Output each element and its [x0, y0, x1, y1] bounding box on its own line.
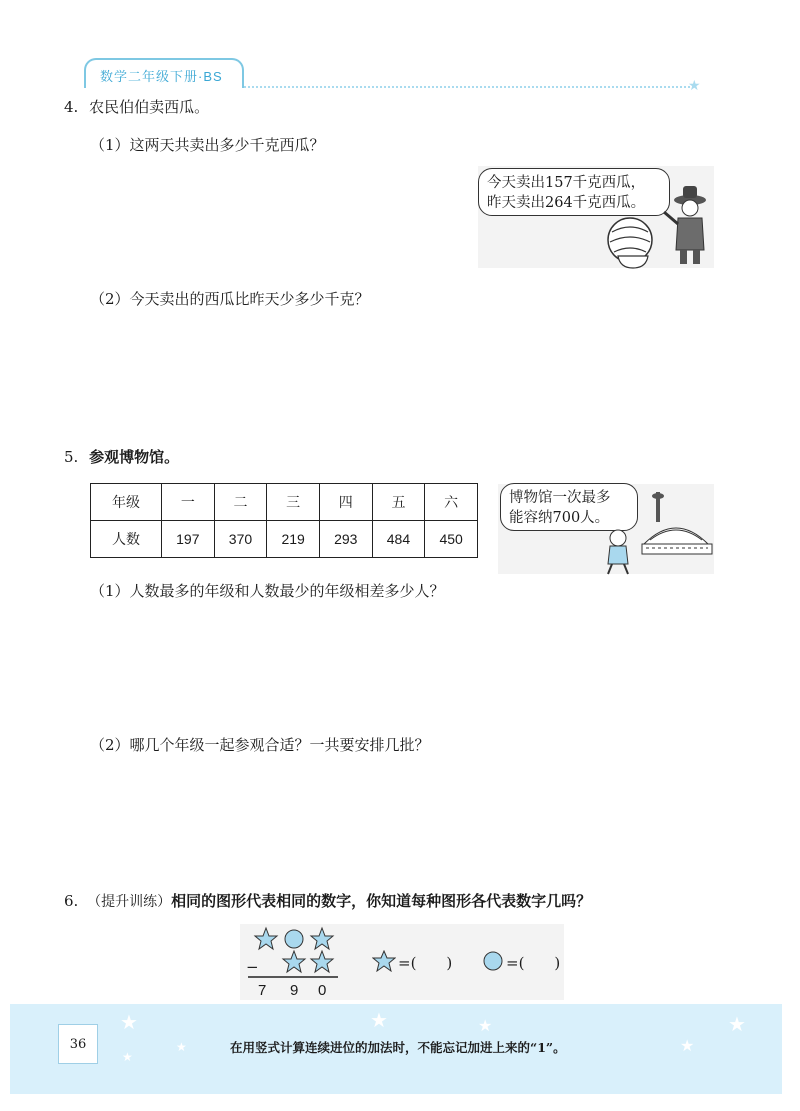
header-title: 数学二年级下册·BS	[100, 69, 223, 84]
decor-star-icon: ★	[478, 1016, 493, 1035]
header-star-icon: ★	[688, 78, 701, 94]
question-4-text: 农民伯伯卖西瓜。	[89, 98, 210, 116]
question-6-tag: （提升训练）	[87, 894, 172, 910]
circle-icon	[285, 930, 303, 948]
result-digit: 7	[258, 982, 267, 999]
museum-building-icon	[596, 488, 716, 576]
decor-star-icon: ★	[176, 1040, 187, 1054]
answer-star-icon	[372, 950, 396, 972]
decor-star-icon: ★	[728, 1012, 746, 1036]
table-cell: 450	[425, 521, 478, 558]
farmer-bubble-line-2: 昨天卖出264千克西瓜。	[487, 195, 646, 211]
table-cell: 六	[425, 484, 478, 521]
table-cell: 年级	[91, 484, 162, 521]
minus-sign: −	[246, 958, 259, 976]
footer-tip: 在用竖式计算连续进位的加法时，不能忘记加进上来的“1”。	[230, 1040, 566, 1055]
question-4-sub-2: （2）今天卖出的西瓜比昨天少多少千克？	[90, 290, 370, 308]
page-number: 36	[58, 1024, 98, 1064]
question-5-sub-2: （2）哪几个年级一起参观合适？一共要安排几批？	[90, 736, 430, 754]
table-cell: 484	[372, 521, 425, 558]
question-4-sub-1: （1）这两天共卖出多少千克西瓜？	[90, 136, 325, 154]
star-icon	[311, 951, 333, 972]
decor-star-icon: ★	[370, 1008, 388, 1032]
star-icon	[283, 951, 305, 972]
table-cell: 二	[214, 484, 267, 521]
question-6-title	[64, 890, 591, 911]
table-cell: 370	[214, 521, 267, 558]
question-6-number: 6.	[64, 892, 79, 910]
table-row	[91, 521, 478, 558]
table-cell: 人数	[91, 521, 162, 558]
answer-circle-icon	[482, 950, 504, 972]
decor-star-icon: ★	[680, 1036, 695, 1055]
star-icon	[311, 928, 333, 949]
question-5-title	[64, 446, 179, 467]
farmer-figure-icon	[600, 170, 720, 270]
museum-bubble-line-2: 能容纳700人。	[509, 510, 610, 526]
result-digit: 0	[318, 982, 327, 999]
header-dotted-line	[244, 86, 694, 88]
table-cell: 197	[162, 521, 215, 558]
table-cell: 三	[267, 484, 320, 521]
star-icon	[255, 928, 277, 949]
question-4-number: 4.	[64, 98, 79, 116]
table-cell: 219	[267, 521, 320, 558]
grade-table	[90, 483, 478, 558]
answer-circle-blank[interactable]: =( )	[506, 954, 561, 972]
answer-star-blank[interactable]: =( )	[398, 954, 453, 972]
decor-star-icon: ★	[120, 1010, 138, 1034]
decor-star-icon: ★	[122, 1050, 133, 1064]
question-5-sub-1: （1）人数最多的年级和人数最少的年级相差多少人？	[90, 582, 445, 600]
museum-bubble-line-1: 博物馆一次最多	[509, 490, 611, 506]
question-5-text: 参观博物馆。	[89, 448, 180, 466]
question-5-number: 5.	[64, 448, 79, 466]
table-cell: 四	[319, 484, 372, 521]
table-cell: 五	[372, 484, 425, 521]
table-cell: 293	[319, 521, 372, 558]
table-cell: 一	[162, 484, 215, 521]
question-6-text: 相同的图形代表相同的数字，你知道每种图形各代表数字几吗？	[171, 892, 592, 910]
question-4-title	[64, 96, 209, 117]
table-header-row	[91, 484, 478, 521]
farmer-bubble-line-1: 今天卖出157千克西瓜，	[487, 175, 646, 191]
result-digit: 9	[290, 982, 299, 999]
